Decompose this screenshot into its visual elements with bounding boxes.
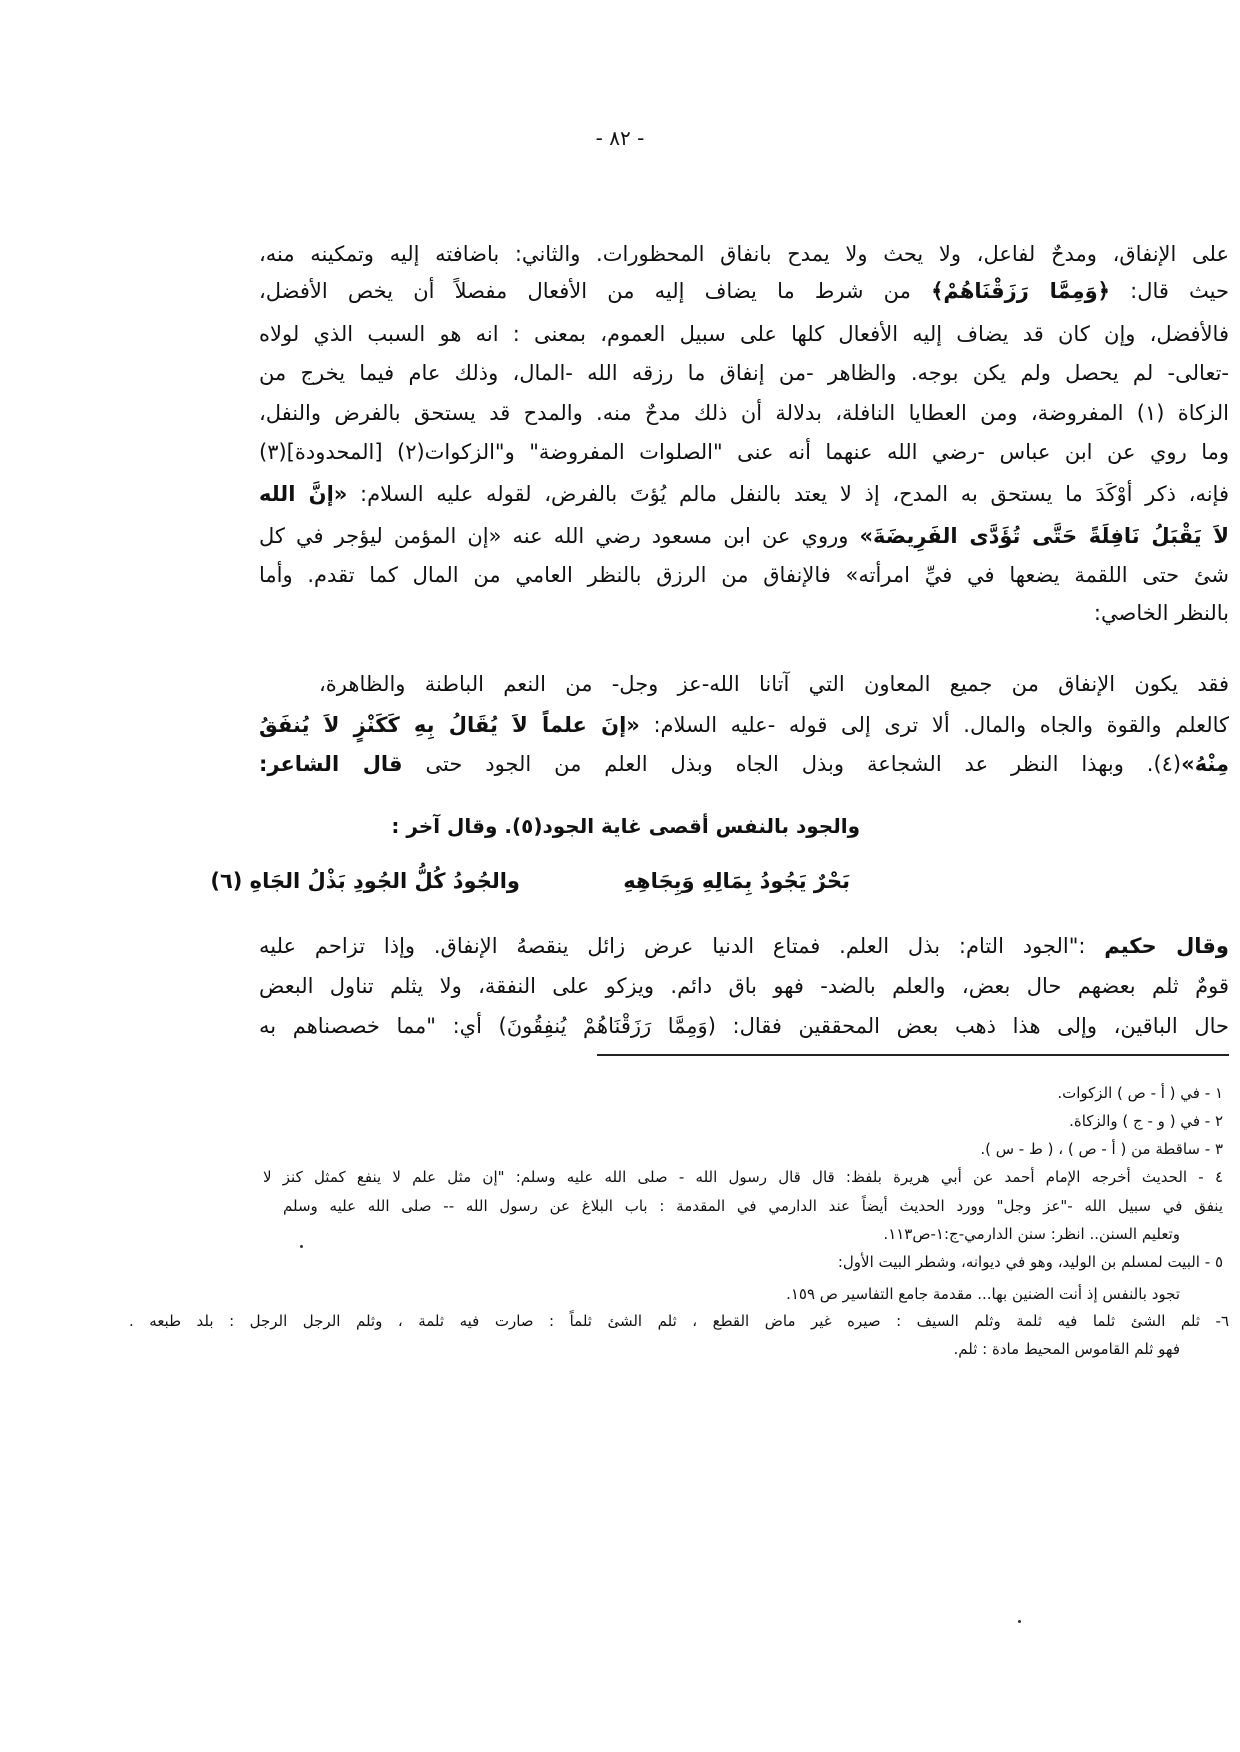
body-line xyxy=(259,239,1229,269)
footnote-line: ٢ - في ( و - ج ) والزكاة. xyxy=(1069,1112,1223,1130)
footnote-line: تجود بالنفس إذ أنت الضنين بها... مقدمة جامع التفاسير ص ١٥٩. xyxy=(786,1285,1180,1303)
emphasized-text: وقال حكيم xyxy=(1104,934,1229,958)
verse-line xyxy=(200,866,520,896)
body-line xyxy=(259,931,1229,961)
body-line xyxy=(259,358,1229,388)
body-line xyxy=(1029,598,1229,628)
body-line xyxy=(259,437,1229,467)
text-segment: كالعلم والقوة والجاه والمال. ألا ترى إلى قوله -عليه السلام: xyxy=(639,713,1229,737)
text-segment: حيث قال: xyxy=(1109,279,1229,303)
text-segment: حال الباقين، وإلى هذا ذهب بعض المحققين فقال: (وَمِمَّا رَزَقْنَاهُمْ يُنفِقُونَ) أي: "مما خصصناهم به xyxy=(259,1014,1229,1038)
footnote-line: ٣ - ساقطة من ( أ - ص ) ، ( ط - س ). xyxy=(980,1140,1223,1158)
body-line xyxy=(259,276,1229,306)
emphasized-text: «إنَ علماً لاَ يُقَالُ بِهِ كَكَنْزٍ لاَ يُنفَقُ xyxy=(259,713,640,737)
text-segment: من شرط ما يضاف إليه من الأفعال مفصلاً أن يخص الأفضل، xyxy=(259,279,932,303)
text-segment: وروي عن ابن مسعود رضي الله عنه «إن المؤمن ليؤجر في كل xyxy=(259,524,860,548)
emphasized-text: ﴿وَمِمَّا رَزَقْنَاهُمْ﴾ xyxy=(931,279,1110,303)
footnote-line: ٥ - البيت لمسلم بن الوليد، وهو في ديوانه، وشطر البيت الأول: xyxy=(837,1253,1223,1271)
body-line xyxy=(259,398,1229,428)
text-segment: بالنظر الخاصي: xyxy=(1093,601,1229,625)
emphasized-text: «إنَّ الله xyxy=(259,482,348,506)
footnote-line: وتعليم السنن.. انظر: سنن الدارمي-ج:١-ص١١٣. xyxy=(883,1225,1180,1243)
footnote-separator xyxy=(597,1054,1229,1056)
emphasized-text: والجود بالنفس أقصى غاية الجود(٥). وقال آخر : xyxy=(391,814,860,838)
emphasized-text: لاَ يَقْبَلُ نَافِلَةً حَتَّى تُؤَدَّى الفَرِيضَةَ» xyxy=(859,524,1229,548)
body-line xyxy=(319,669,1229,699)
scan-speck xyxy=(1018,1620,1021,1623)
text-segment: -تعالى- لم يحصل ولم يكن بوجه. والظاهر -من إنفاق ما رزقه الله -المال، وذلك عام فيما يخرج من xyxy=(259,361,1229,385)
verse-line xyxy=(550,866,850,896)
footnote-line: ٦- ثلم الشئ ثلما فيه ثلمة وثلم السيف : صيره غير ماض القطع ، ثلم الشئ ثلماً : صارت فيه ثلمة ، وثلم الرجل الرجل : بلد طبعه . xyxy=(129,1312,1229,1330)
footnote-line: ١ - في ( أ - ص ) الزكوات. xyxy=(1057,1084,1223,1102)
body-line xyxy=(259,560,1229,590)
footnote-line: ينفق في سبيل الله -"عز وجل" وورد الحديث أيضاً عند الدارمي في المقدمة : باب البلاغ عن رسول الله -- صلى الله عليه وسلم xyxy=(283,1197,1223,1215)
body-line xyxy=(259,319,1229,349)
page-number: - ٨٢ - xyxy=(595,126,645,150)
text-segment: وما روي عن ابن عباس -رضي الله عنهما أنه عنى "الصلوات المفروضة" و"الزكوات(٢) [المحدودة](٣) xyxy=(259,440,1229,464)
body-line xyxy=(259,710,1229,740)
text-segment: فقد يكون الإنفاق من جميع المعاون التي آتانا الله-عز وجل- من النعم الباطنة والظاهرة، xyxy=(319,672,1229,696)
footnote-line: فهو ثلم القاموس المحيط مادة : ثلم. xyxy=(953,1340,1180,1358)
text-segment: شئ حتى اللقمة يضعها في فيِّ امرأته» فالإنفاق من الرزق بالنظر العامي من المال كما تقدم. وأما xyxy=(259,563,1229,587)
scan-speck xyxy=(300,1245,303,1248)
text-segment: قومٌ ثلم بعضهم حال بعض، والعلم بالضد- فهو باق دائم. ويزكو على النفقة، ولا يثلم تناول البعض xyxy=(259,974,1229,998)
text-segment: على الإنفاق، ومدحٌ لفاعل، ولا يحث ولا يمدح بانفاق المحظورات. والثاني: باضافته إليه وتمكينه منه، xyxy=(259,242,1229,266)
emphasized-text: والجُودُ كُلُّ الجُودِ بَذْلُ الجَاهِ (٦) xyxy=(210,869,520,893)
body-line xyxy=(259,1011,1229,1041)
footnote-line: ٤ - الحديث أخرجه الإمام أحمد عن أبي هريرة بلفظ: قال قال رسول الله - صلى الله عليه وسلم: "إن مثل علم لا ينفع كمثل كنز لا xyxy=(263,1168,1223,1186)
text-segment: (٤). وبهذا النظر عد الشجاعة وبذل الجاه وبذل العلم من الجود حتى xyxy=(402,752,1182,776)
body-line xyxy=(259,521,1229,551)
verse-line xyxy=(390,811,860,841)
emphasized-text: بَحْرٌ يَجُودُ بِمَالِهِ وَبِجَاهِهِ xyxy=(623,869,850,893)
text-segment: فالأفضل، وإن كان قد يضاف إليه الأفعال كلها على سبيل العموم، بمعنى : انه هو السبب الذي لولاه xyxy=(259,322,1229,346)
text-segment: الزكاة (١) المفروضة، ومن العطايا النافلة، بدلالة أن ذلك مدحٌ منه. والمدح قد يستحق بالفرض والنفل، xyxy=(259,401,1229,425)
text-segment: فإنه، ذكر أوْكَدَ ما يستحق به المدح، إذ لا يعتد بالنفل مالم يُؤتَ بالفرض، لقوله عليه السلام: xyxy=(347,482,1229,506)
body-line xyxy=(259,749,1229,779)
body-line xyxy=(259,971,1229,1001)
body-line xyxy=(259,479,1229,509)
text-segment: :"الجود التام: بذل العلم. فمتاع الدنيا عرض زائل ينقصهُ الإنفاق. وإذا تزاحم عليه xyxy=(259,934,1105,958)
emphasized-text: مِنْهُ» xyxy=(1181,752,1230,776)
emphasized-text: قال الشاعر: xyxy=(259,752,403,776)
